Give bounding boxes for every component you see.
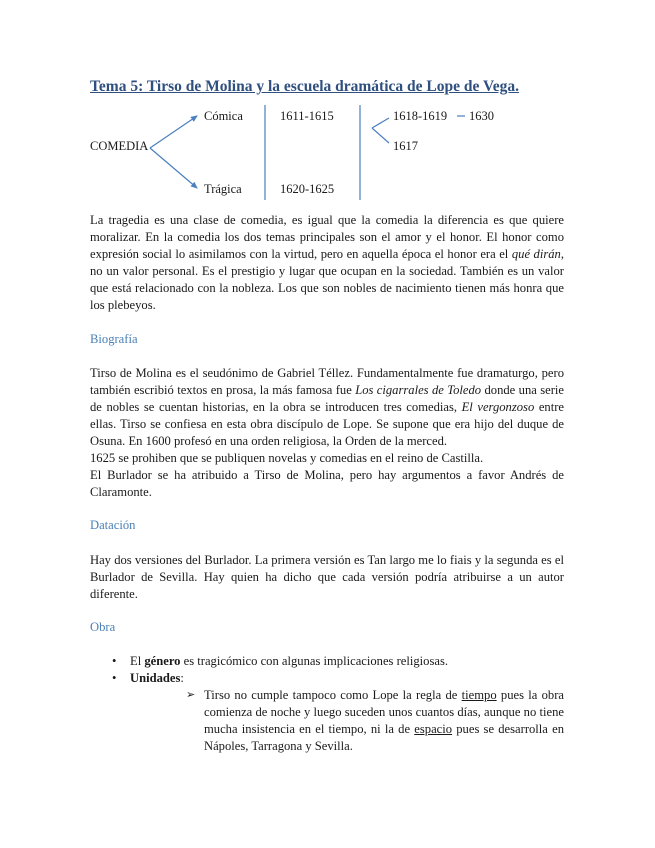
unidades-subitem: ➢ Tirso no cumple tampoco como Lope la regla de tiempo pues la obra comienza de noche y luego suceden unos cuantos días, aunque no tiene mucha insistencia en el tiempo, ni la de espacio pues se desarrolla en Nápoles, Tarragona y Sevilla.: [186, 688, 564, 753]
heading-biografia: Biografía: [90, 332, 138, 346]
term-espacio: espacio: [414, 722, 453, 736]
biografia-paragraph-3: El Burlador se ha atribuido a Tirso de Molina, pero hay argumentos a favor Andrés de Claramonte.: [90, 468, 564, 499]
heading-datacion: Datación: [90, 518, 136, 532]
page-title: Tema 5: Tirso de Molina y la escuela dramática de Lope de Vega.: [90, 78, 519, 95]
arrow-to-comica: [150, 116, 197, 148]
obra-bullet-list: [110, 653, 570, 687]
term-tiempo: tiempo: [461, 688, 497, 702]
bullet-icon: •: [112, 671, 117, 685]
diagram-comica: Cómica: [204, 109, 243, 123]
diagram-comica-dates: 1611-1615: [280, 109, 334, 123]
arrow-bullet-icon: ➢: [186, 689, 196, 701]
diagram-tragica: Trágica: [204, 182, 242, 196]
arrow-to-tragica: [150, 148, 197, 188]
book-title-vergonzoso: El vergonzoso: [461, 400, 535, 414]
datacion-paragraph: Hay dos versiones del Burlador. La primera versión es Tan largo me lo fiais y la segunda es el Burlador de Sevilla. Hay quien ha dicho que cada versión podría atribuirse a un autor diferente.: [90, 553, 564, 601]
intro-paragraph: La tragedia es una clase de comedia, es igual que la comedia la diferencia es que quiere moralizar. En la comedia los dos temas principales son el amor y el honor. El honor como expresión social lo asimilamos con la virtud, pero en aquella época el honor era el qué dirán, no un valor personal. Es el prestigio y lugar que ocupan en la sociedad. También es un valor que está relacionado con la nobleza. Los que son nobles de nacimiento tienen más honra que los plebeyos.: [90, 213, 565, 312]
heading-obra: Obra: [90, 620, 116, 634]
diagram-root: COMEDIA: [90, 139, 149, 153]
diagram-split-a-end: 1630: [469, 109, 494, 123]
list-item: • Unidades:: [112, 671, 184, 685]
diagram-split-b: 1617: [393, 139, 418, 153]
que-diran-term: qué dirán: [511, 247, 561, 261]
biografia-paragraph-1: Tirso de Molina es el seudónimo de Gabriel Téllez. Fundamentalmente fue dramaturgo, pero también escribió textos en prosa, la más famosa fue Los cigarrales de Toledo donde una serie de nobles se cuentan historias, en la obra se introducen tres comedias, El vergonzoso entre ellas. Tirso se confiesa en esta obra discípulo de Lope. Se supone que era hijo del duque de Osuna. En 1600 profesó en una orden religiosa, la Orden de la merced.: [90, 366, 564, 448]
biografia-paragraph-2: 1625 se prohiben que se publiquen novelas y comedias en el reino de Castilla.: [90, 451, 484, 465]
branch-lower: [372, 128, 389, 143]
diagram-tragica-dates: 1620-1625: [280, 182, 335, 196]
list-item: • El género es tragicómico con algunas implicaciones religiosas.: [112, 654, 449, 668]
bullet-icon: •: [112, 654, 117, 668]
branch-upper: [372, 118, 389, 128]
book-title-cigarrales: Los cigarrales de Toledo: [355, 383, 482, 397]
diagram-split-a: 1618-1619: [393, 109, 448, 123]
